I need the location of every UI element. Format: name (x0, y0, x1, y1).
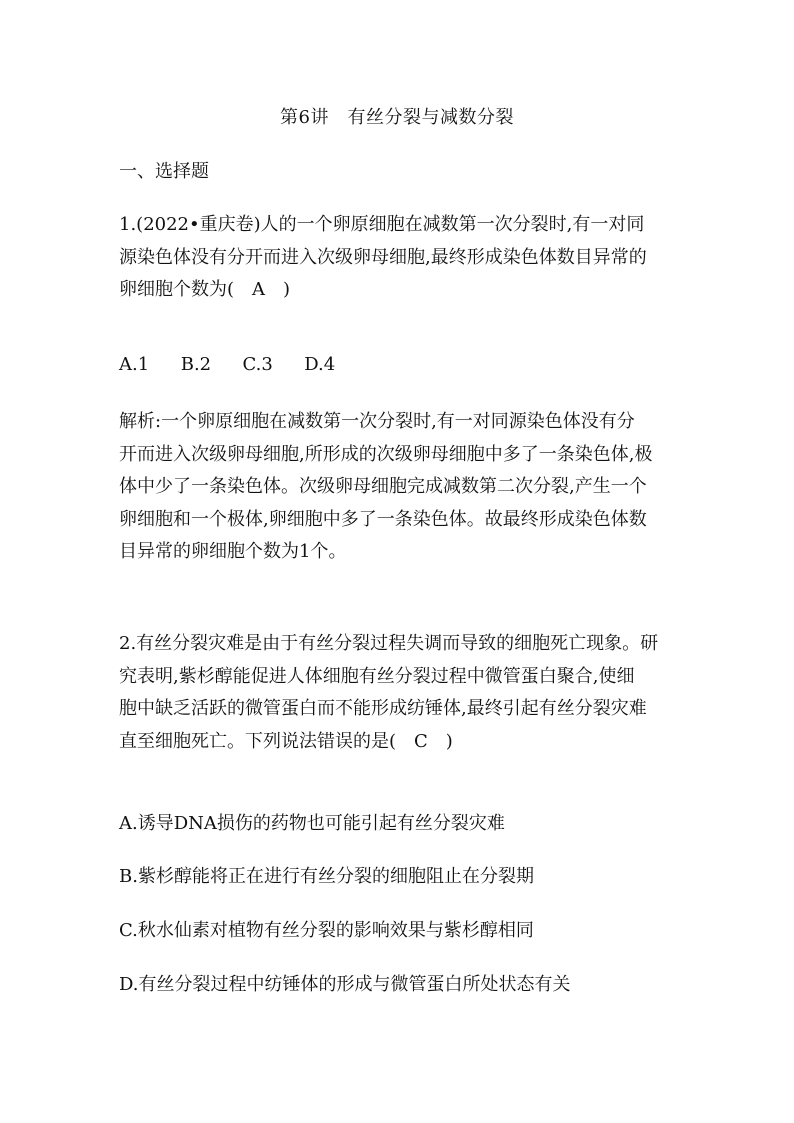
question-2-line: 胞中缺乏活跃的微管蛋白而不能形成纺锤体,最终引起有丝分裂灾难 (119, 698, 647, 719)
question-1-option-b: B.2 (180, 354, 212, 375)
analysis-line: 开而进入次级卵母细胞,所形成的次级卵母细胞中多了一条染色体,极 (119, 443, 653, 465)
question-1-analysis (119, 406, 679, 569)
question-2-line: 直至细胞死亡。下列说法错误的是( C ) (119, 730, 453, 752)
question-1-line: 卵细胞个数为( A ) (119, 279, 291, 300)
question-1-stem (119, 209, 679, 307)
question-2-option-a: A.诱导DNA损伤的药物也可能引起有丝分裂灾难 (119, 813, 505, 834)
analysis-line: 体中少了一条染色体。次级卵母细胞完成减数第二次分裂,产生一个 (119, 476, 647, 497)
question-2-line: 2.有丝分裂灾难是由于有丝分裂过程失调而导致的细胞死亡现象。研 (119, 633, 659, 654)
question-2-option-b: B.紫杉醇能将正在进行有丝分裂的细胞阻止在分裂期 (119, 866, 534, 887)
question-1-option-d: D.4 (304, 354, 336, 375)
question-1-option-c: C.3 (242, 354, 273, 375)
analysis-line: 卵细胞和一个极体,卵细胞中多了一条染色体。故最终形成染色体数 (119, 508, 647, 530)
lesson-title: 第6讲 有丝分裂与减数分裂 (280, 107, 514, 128)
question-1-line: 源染色体没有分开而进入次级卵母细胞,最终形成染色体数目异常的 (119, 246, 647, 268)
question-2-option-d: D.有丝分裂过程中纺锤体的形成与微管蛋白所处状态有关 (119, 974, 571, 995)
question-2-stem (119, 628, 679, 758)
question-2-line: 究表明,紫杉醇能促进人体细胞有丝分裂过程中微管蛋白聚合,使细 (119, 665, 635, 687)
question-2-option-c: C.秋水仙素对植物有丝分裂的影响效果与紫杉醇相同 (119, 920, 534, 941)
analysis-line: 解析:一个卵原细胞在减数第一次分裂时,有一对同源染色体没有分 (119, 411, 635, 432)
question-1-line: 1.(2022•重庆卷)人的一个卵原细胞在减数第一次分裂时,有一对同 (119, 214, 645, 235)
question-1-option-a: A.1 (119, 354, 150, 375)
question-1-options (119, 353, 335, 377)
analysis-line: 目异常的卵细胞个数为1个。 (119, 541, 347, 562)
section-heading: 一、选择题 (119, 161, 209, 182)
